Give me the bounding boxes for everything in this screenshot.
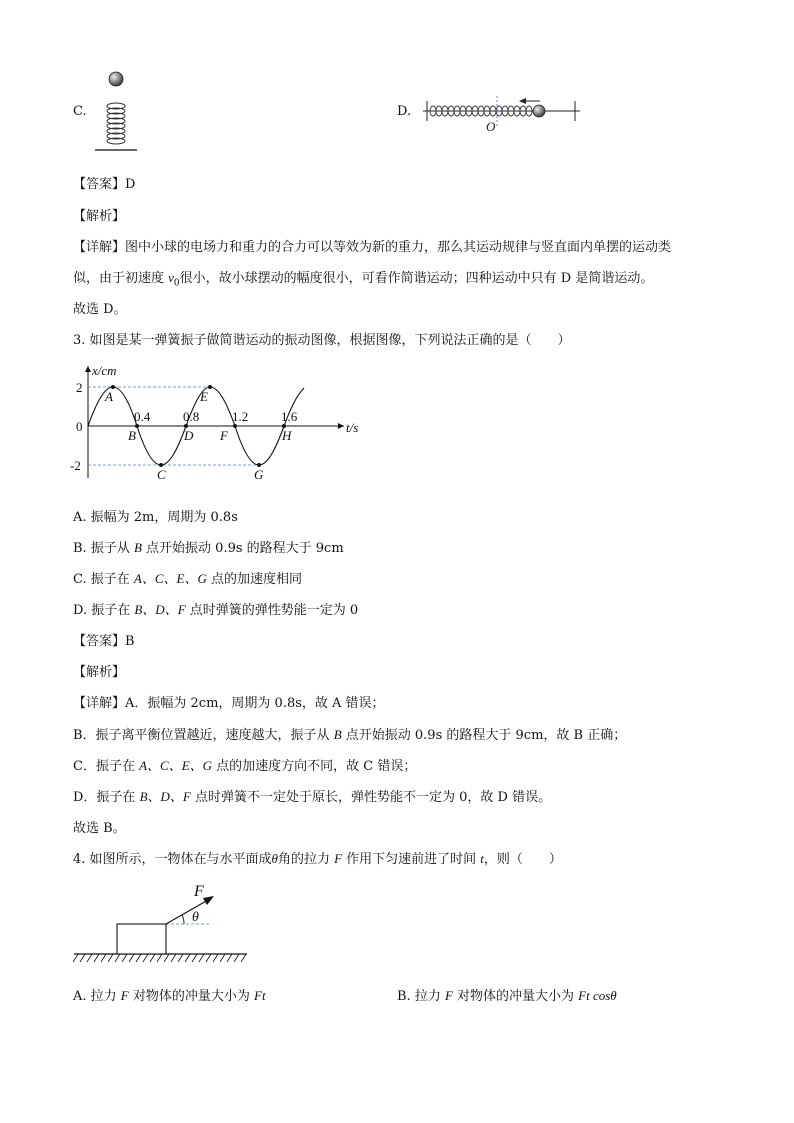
point-e: E [200,389,208,404]
point-a: A [105,389,113,404]
q3-answer: 【答案】B [73,634,135,649]
force-label: F [194,883,204,900]
option-c-spring-figure [92,68,142,154]
ball-icon [109,72,123,86]
origin-label: O [486,119,496,134]
arrow-left-icon [519,98,540,104]
x-axis-label: t/s [346,420,359,435]
q3-stem: 3. 如图是某一弹簧振子做简谐运动的振动图像，根据图像，下列说法正确的是（ ） [73,333,571,348]
angle-label: θ [192,910,199,925]
q3-vibration-graph [72,360,372,485]
q2-conclusion: 故选 D。 [73,302,127,317]
x-tick-1.2: 1.2 [232,409,249,424]
point-g: G [254,467,264,482]
q3-option-b: B. 振子从 B 点开始振动 0.9s 的路程大于 9cm [73,540,344,556]
q2-answer: 【答案】D [73,177,136,192]
y-axis-label: x/cm [92,363,117,378]
q2-analysis-tag: 【解析】 [73,209,126,224]
q3-conclusion: 故选 B。 [73,821,126,836]
vertical-spring-icon [107,103,125,144]
option-d-label: D. [397,104,412,119]
q3-option-a: A. 振幅为 2m，周期为 0.8s [73,510,238,525]
q3-detail-b: B．振子离平衡位置越近，速度越大，振子从 B 点开始振动 0.9s 的路程大于 9cm，故 B 正确； [73,727,627,743]
q4-option-a: A. 拉力 F 对物体的冲量大小为 Ft [73,988,266,1004]
q3-analysis-tag: 【解析】 [73,665,126,680]
q3-detail-a: 【详解】A．振幅为 2cm，周期为 0.8s，故 A 错误； [73,696,385,711]
point-c: C [157,467,166,482]
option-c-label: C. [73,104,87,119]
x-tick-0.8: 0.8 [183,409,200,424]
y-tick-2: 2 [76,380,83,395]
force-arrow-icon [166,896,214,924]
q3-detail-c: C．振子在 A、C、E、G 点的加速度方向不同，故 C 错误； [73,758,417,774]
y-tick-0: 0 [76,419,83,434]
q3-option-c: C. 振子在 A、C、E、G 点的加速度相同 [73,571,302,587]
q4-option-b: B. 拉力 F 对物体的冲量大小为 Ft cosθ [397,988,617,1004]
q2-detail-line2: 似，由于初速度 $v_0$很小，故小球摆动的幅度很小，可看作简谐运动；四种运动中只有 D 是简谐运动。 [73,270,654,289]
option-d-horizontal-spring-figure [415,93,590,135]
x-tick-0.4: 0.4 [134,409,151,424]
ground-hatch [73,954,246,962]
point-b: B [128,428,136,443]
point-d: D [184,428,194,443]
ball-icon [533,105,545,117]
q3-detail-d: D．振子在 B、D、F 点时弹簧不一定处于原长，弹性势能不一定为 0，故 D 错误。 [73,789,552,805]
point-h: H [282,428,292,443]
x-tick-1.6: 1.6 [281,409,298,424]
q4-stem: 4. 如图所示，一物体在与水平面成θ角的拉力 F 作用下匀速前进了时间 t，则（ ） [73,851,562,867]
block [117,924,166,954]
q4-force-figure [72,878,252,970]
y-tick-neg2: -2 [70,458,81,473]
q3-option-d: D. 振子在 B、D、F 点时弹簧的弹性势能一定为 0 [73,602,359,618]
point-f: F [220,428,228,443]
q2-detail-line1: 【详解】图中小球的电场力和重力的合力可以等效为新的重力，那么其运动规律与竖直面内单摆的运动类 [73,240,672,255]
